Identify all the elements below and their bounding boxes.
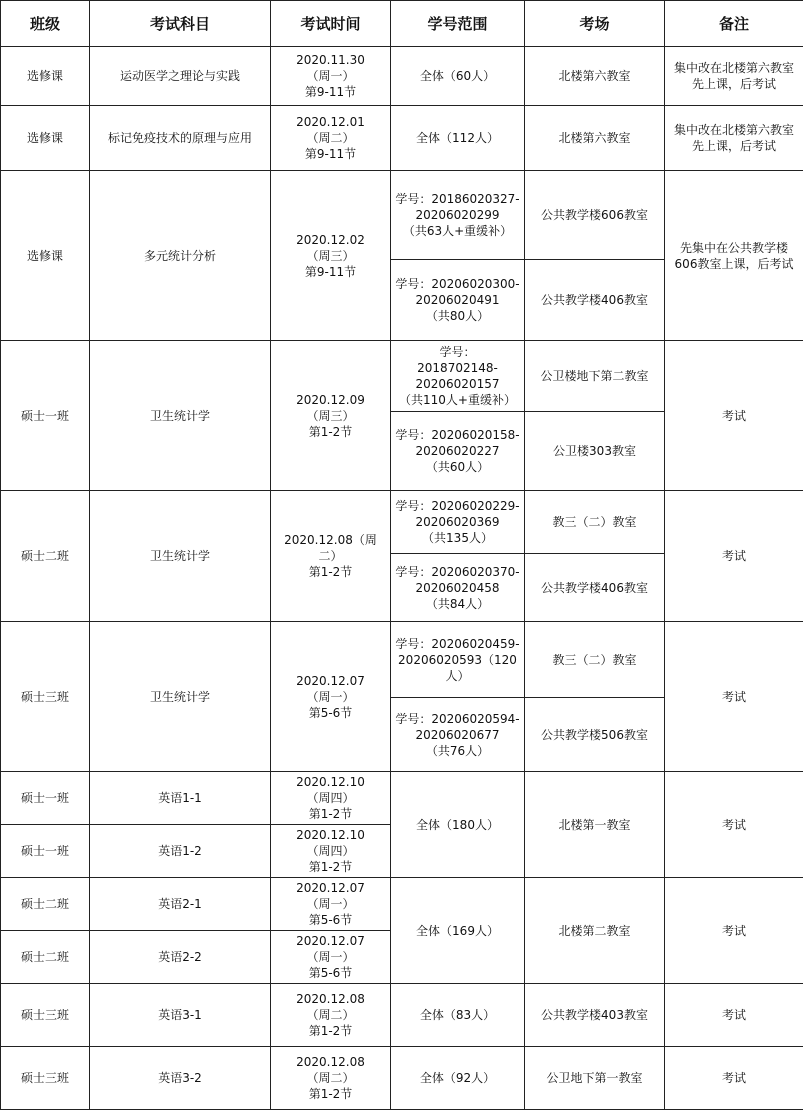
table-row xyxy=(1,622,803,698)
room-cell: 公共教学楼506教室 xyxy=(525,698,665,772)
time-cell: 2020.12.08 （周二） 第1-2节 xyxy=(271,1047,391,1110)
range-cell: 学号：20186020327- 20206020299 （共63人+重缓补） xyxy=(391,171,525,260)
range-cell: 学号：20206020300- 20206020491 （共80人） xyxy=(391,260,525,341)
class-cell: 硕士三班 xyxy=(1,984,90,1047)
header-subject: 考试科目 xyxy=(90,1,271,47)
note-cell: 集中改在北楼第六教室 先上课，后考试 xyxy=(665,106,803,171)
class-cell: 选修课 xyxy=(1,171,90,341)
subject-cell: 英语2-1 xyxy=(90,878,271,931)
header-class: 班级 xyxy=(1,1,90,47)
subject-cell: 运动医学之理论与实践 xyxy=(90,47,271,106)
subject-cell: 英语3-2 xyxy=(90,1047,271,1110)
subject-cell: 多元统计分析 xyxy=(90,171,271,341)
room-cell: 教三（二）教室 xyxy=(525,622,665,698)
class-cell: 选修课 xyxy=(1,47,90,106)
room-cell: 北楼第二教室 xyxy=(525,878,665,984)
room-cell: 公共教学楼403教室 xyxy=(525,984,665,1047)
subject-cell: 英语1-2 xyxy=(90,825,271,878)
table-row xyxy=(1,47,803,106)
time-cell: 2020.12.08 （周二） 第1-2节 xyxy=(271,984,391,1047)
time-cell: 2020.12.09 （周三） 第1-2节 xyxy=(271,341,391,491)
subject-cell: 英语1-1 xyxy=(90,772,271,825)
room-cell: 公共教学楼406教室 xyxy=(525,260,665,341)
subject-cell: 英语3-1 xyxy=(90,984,271,1047)
class-cell: 硕士二班 xyxy=(1,491,90,622)
range-cell: 全体（60人） xyxy=(391,47,525,106)
room-cell: 北楼第六教室 xyxy=(525,47,665,106)
table-row xyxy=(1,1047,803,1110)
table-row xyxy=(1,878,803,931)
class-cell: 硕士三班 xyxy=(1,622,90,772)
header-range: 学号范围 xyxy=(391,1,525,47)
subject-cell: 英语2-2 xyxy=(90,931,271,984)
room-cell: 公卫地下第一教室 xyxy=(525,1047,665,1110)
header-room: 考场 xyxy=(525,1,665,47)
time-cell: 2020.12.07 （周一） 第5-6节 xyxy=(271,878,391,931)
note-cell: 考试 xyxy=(665,878,803,984)
header-note: 备注 xyxy=(665,1,803,47)
note-cell: 先集中在公共教学楼 606教室上课，后考试 xyxy=(665,171,803,341)
note-cell: 考试 xyxy=(665,1047,803,1110)
table-row xyxy=(1,341,803,412)
note-cell: 考试 xyxy=(665,622,803,772)
class-cell: 选修课 xyxy=(1,106,90,171)
class-cell: 硕士二班 xyxy=(1,931,90,984)
note-cell: 考试 xyxy=(665,984,803,1047)
note-cell: 集中改在北楼第六教室 先上课，后考试 xyxy=(665,47,803,106)
subject-cell: 卫生统计学 xyxy=(90,341,271,491)
header-time: 考试时间 xyxy=(271,1,391,47)
subject-cell: 卫生统计学 xyxy=(90,622,271,772)
table-row xyxy=(1,491,803,554)
time-cell: 2020.12.02 （周三） 第9-11节 xyxy=(271,171,391,341)
room-cell: 公卫楼地下第二教室 xyxy=(525,341,665,412)
range-cell: 学号：20206020158- 20206020227 （共60人） xyxy=(391,412,525,491)
class-cell: 硕士一班 xyxy=(1,825,90,878)
class-cell: 硕士一班 xyxy=(1,341,90,491)
subject-cell: 标记免疫技术的原理与应用 xyxy=(90,106,271,171)
class-cell: 硕士一班 xyxy=(1,772,90,825)
class-cell: 硕士三班 xyxy=(1,1047,90,1110)
room-cell: 教三（二）教室 xyxy=(525,491,665,554)
subject-cell: 卫生统计学 xyxy=(90,491,271,622)
range-cell: 全体（180人） xyxy=(391,772,525,878)
room-cell: 北楼第一教室 xyxy=(525,772,665,878)
time-cell: 2020.11.30 （周一） 第9-11节 xyxy=(271,47,391,106)
room-cell: 公共教学楼406教室 xyxy=(525,554,665,622)
range-cell: 学号： 2018702148- 20206020157 （共110人+重缓补） xyxy=(391,341,525,412)
range-cell: 学号：20206020229- 20206020369 （共135人） xyxy=(391,491,525,554)
room-cell: 北楼第六教室 xyxy=(525,106,665,171)
room-cell: 公共教学楼606教室 xyxy=(525,171,665,260)
header-row xyxy=(1,1,803,47)
note-cell: 考试 xyxy=(665,341,803,491)
time-cell: 2020.12.07 （周一） 第5-6节 xyxy=(271,622,391,772)
time-cell: 2020.12.01 （周二） 第9-11节 xyxy=(271,106,391,171)
class-cell: 硕士二班 xyxy=(1,878,90,931)
range-cell: 全体（169人） xyxy=(391,878,525,984)
time-cell: 2020.12.08（周 二） 第1-2节 xyxy=(271,491,391,622)
range-cell: 全体（112人） xyxy=(391,106,525,171)
range-cell: 学号：20206020370- 20206020458 （共84人） xyxy=(391,554,525,622)
table-row xyxy=(1,772,803,825)
table-row xyxy=(1,106,803,171)
range-cell: 学号：20206020459- 20206020593（120 人） xyxy=(391,622,525,698)
note-cell: 考试 xyxy=(665,491,803,622)
note-cell: 考试 xyxy=(665,772,803,878)
time-cell: 2020.12.07 （周一） 第5-6节 xyxy=(271,931,391,984)
table-row xyxy=(1,171,803,260)
time-cell: 2020.12.10 （周四） 第1-2节 xyxy=(271,772,391,825)
range-cell: 全体（92人） xyxy=(391,1047,525,1110)
range-cell: 全体（83人） xyxy=(391,984,525,1047)
table-row xyxy=(1,984,803,1047)
time-cell: 2020.12.10 （周四） 第1-2节 xyxy=(271,825,391,878)
range-cell: 学号：20206020594- 20206020677 （共76人） xyxy=(391,698,525,772)
room-cell: 公卫楼303教室 xyxy=(525,412,665,491)
